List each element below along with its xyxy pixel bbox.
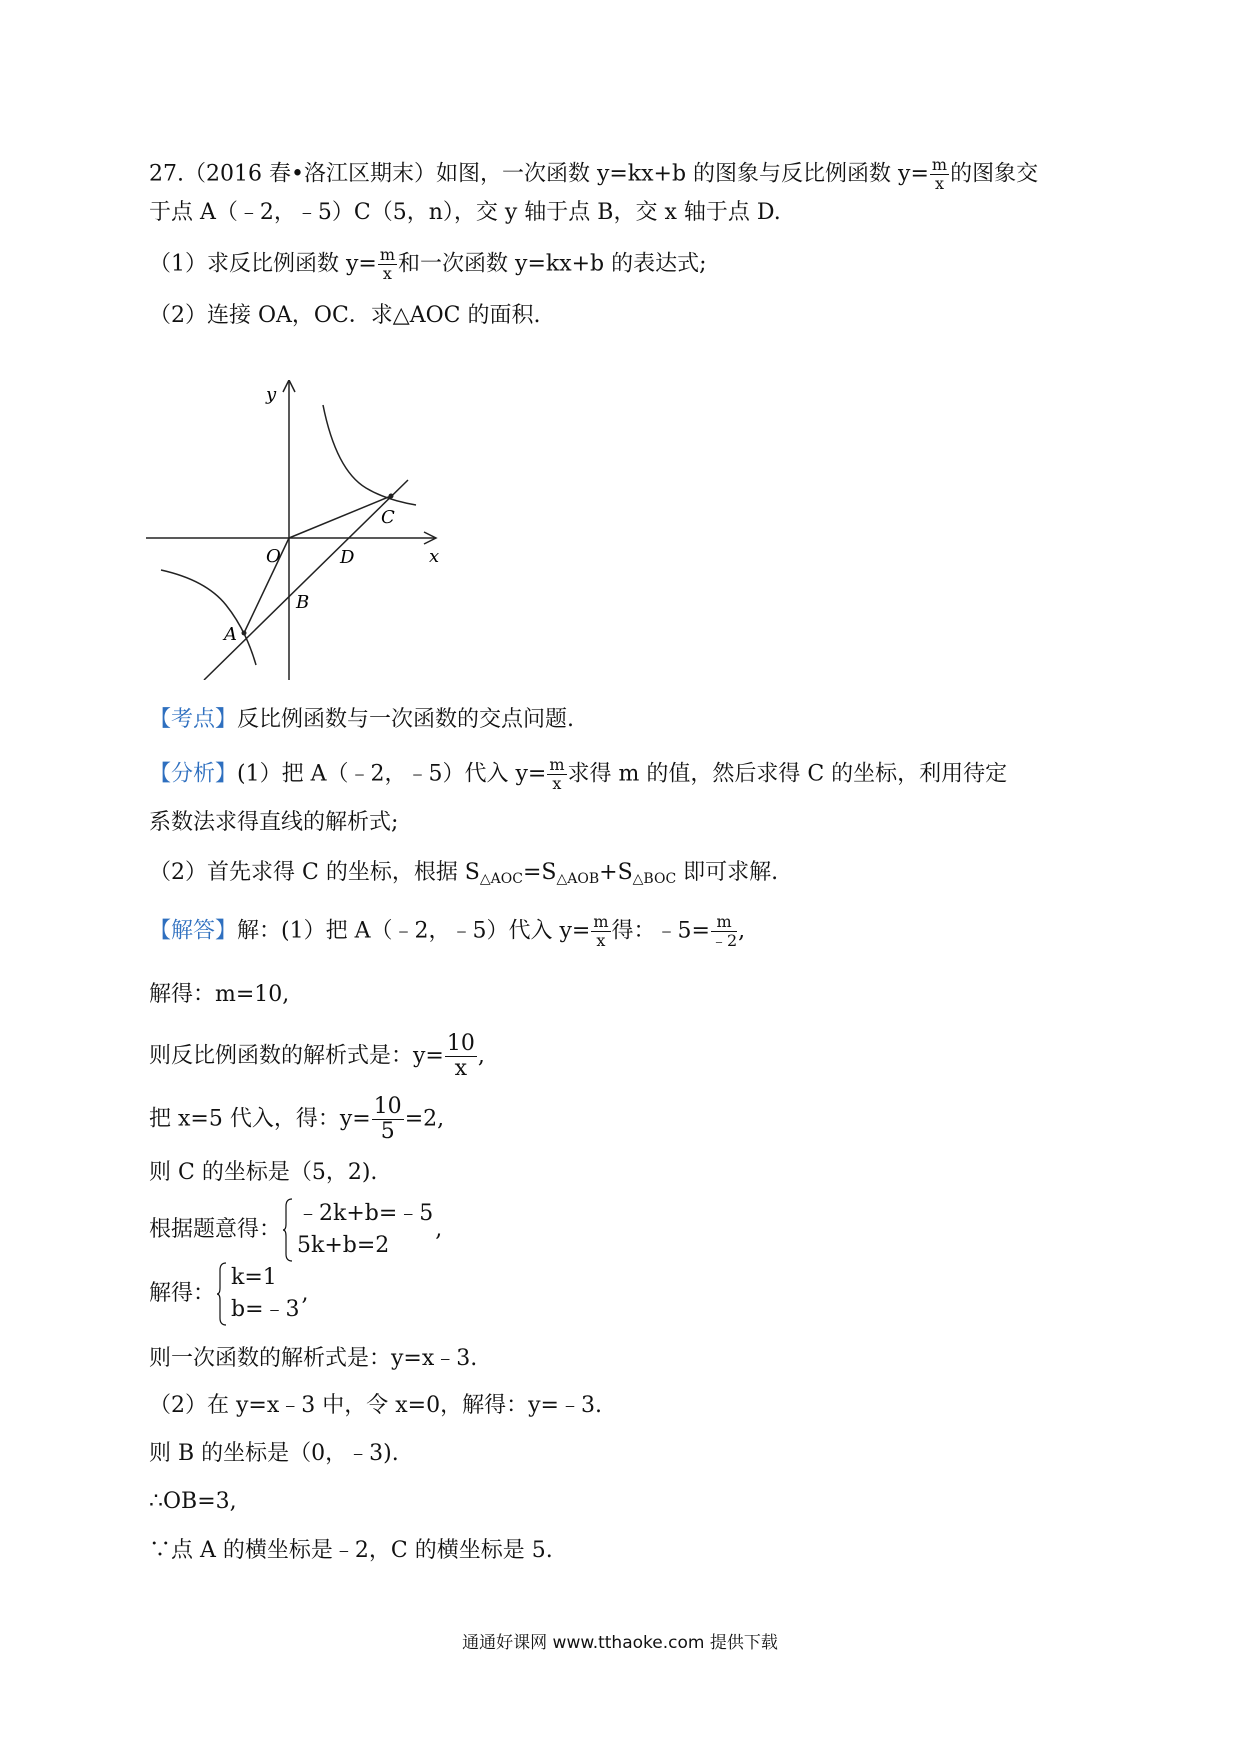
fraction-m-over-x: $\frac{m}{x}$: [379, 245, 396, 283]
kaodian-tag: 【考点】: [149, 707, 238, 732]
kaodian-line: 【考点】反比例函数与一次函数的交点问题.: [149, 707, 575, 732]
label-D: D: [340, 547, 355, 568]
fraction-m-over-x: $\frac{m}{x}$: [931, 155, 948, 193]
hyperbola-branch-upper: [323, 405, 416, 505]
question-1: （1）求反比例函数 y= $\frac{m}{x}$ 和一次函数 y=kx+b 的表达式;: [149, 245, 707, 283]
fraction-10-over-5: $\frac{10}{5}$: [373, 1094, 402, 1144]
jieda-line-6: 根据题意得： ﹣2k+b=﹣5 5k+b=2 ,: [149, 1198, 442, 1262]
fraction-10-over-x: $\frac{10}{x}$: [446, 1031, 475, 1081]
jieda-line-3: 则反比例函数的解析式是：y= $\frac{10}{x}$ ,: [149, 1031, 485, 1081]
equation-system-1: ﹣2k+b=﹣5 5k+b=2: [283, 1198, 433, 1262]
problem-line-1: 27.（2016 春•洛江区期末）如图，一次函数 y=kx+b 的图象与反比例函数 y= $\frac{m}{x}$ 的图象交: [149, 155, 1039, 193]
fraction-m-over-x: $\frac{m}{x}$: [593, 912, 609, 950]
jieda-tag: 【解答】: [149, 918, 238, 944]
jieda-line-11: ∴OB=3,: [149, 1489, 237, 1514]
label-y: y: [266, 384, 277, 405]
fenxi-line-2: 系数法求得直线的解析式;: [149, 810, 399, 835]
fenxi-tag: 【分析】: [149, 761, 238, 787]
jieda-line-5: 则 C 的坐标是（5，2).: [149, 1160, 378, 1185]
fraction-m-over-x: $\frac{m}{x}$: [549, 755, 565, 793]
label-C: C: [381, 507, 395, 528]
label-x: x: [429, 546, 440, 567]
segment-OC: [289, 496, 391, 538]
jieda-line-2: 解得：m=10,: [149, 982, 290, 1007]
point-A: [242, 631, 247, 636]
fraction-m-over-neg2: $\frac{m}{﹣2}$: [710, 912, 738, 950]
brace-icon: [283, 1198, 293, 1262]
linear-function-line: [204, 480, 408, 680]
fenxi-line-3: （2）首先求得 C 的坐标，根据 $S_{\triangle AOC}=S_{\triangle AOB}+S_{\triangle BOC}$ 即可求解.: [149, 860, 779, 887]
label-A: A: [224, 624, 237, 645]
fenxi-line-1: 【分析】(1）把 A（﹣2，﹣5）代入 y= $\frac{m}{x}$ 求得 m 的值，然后求得 C 的坐标，利用待定: [149, 755, 1008, 793]
jieda-line-4: 把 x=5 代入，得：y= $\frac{10}{5}$ =2,: [149, 1094, 445, 1144]
jieda-line-12: ∵点 A 的横坐标是﹣2，C 的横坐标是 5.: [149, 1538, 553, 1563]
label-O: O: [266, 546, 281, 567]
jieda-line-7: 解得： k=1 b=﹣3 ,: [149, 1262, 309, 1326]
jieda-line-8: 则一次函数的解析式是：y=x﹣3.: [149, 1346, 478, 1371]
jieda-line-10: 则 B 的坐标是（0，﹣3).: [149, 1441, 399, 1466]
equation-system-2: k=1 b=﹣3: [217, 1262, 300, 1326]
brace-icon: [217, 1262, 227, 1326]
page-footer: 通通好课网 www.tthaoke.com 提供下载: [462, 1633, 778, 1653]
problem-line-2: 于点 A（﹣2，﹣5）C（5，n），交 y 轴于点 B，交 x 轴于点 D.: [149, 200, 781, 225]
question-2: （2）连接 OA，OC．求△AOC 的面积.: [149, 303, 541, 328]
hyperbola-branch-lower: [161, 570, 256, 665]
label-B: B: [296, 592, 310, 613]
jieda-line-9: （2）在 y=x﹣3 中，令 x=0，解得：y=﹣3.: [149, 1393, 602, 1418]
point-C: [389, 494, 394, 499]
function-graph-figure: [146, 380, 446, 680]
jieda-line-1: 【解答】解：(1）把 A（﹣2，﹣5）代入 y= $\frac{m}{x}$ 得：﹣5= $\frac{m}{﹣2}$ ,: [149, 912, 746, 950]
